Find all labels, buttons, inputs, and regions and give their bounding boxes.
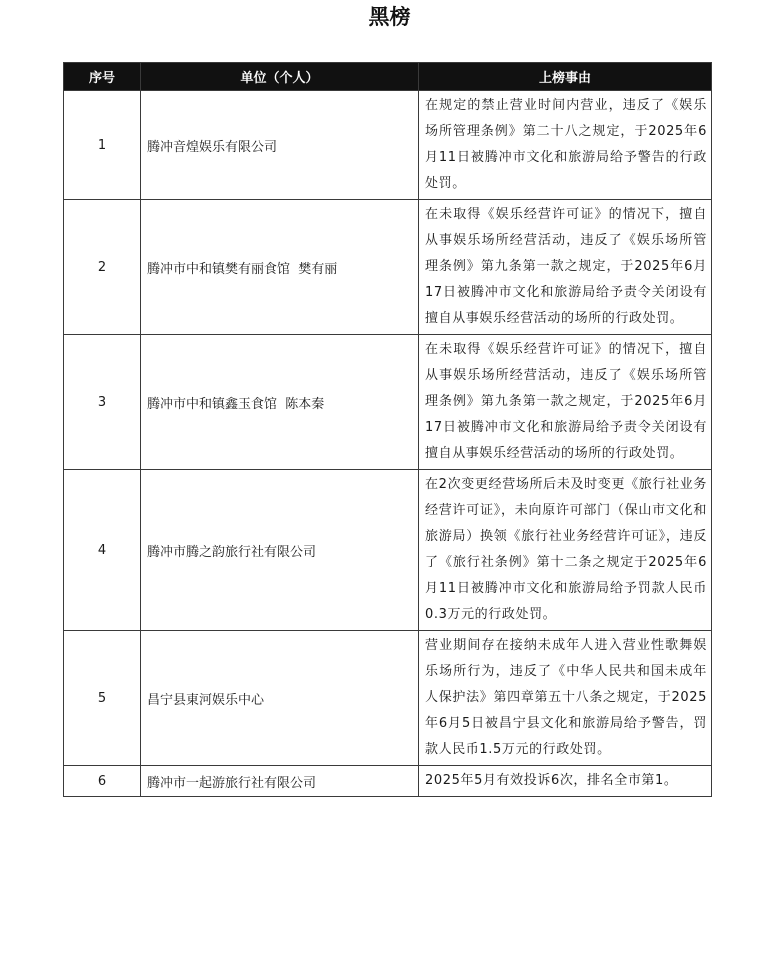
table-row (64, 470, 712, 631)
table-row (64, 335, 712, 470)
row-no: 4 (64, 470, 141, 631)
row-event: 在未取得《娱乐经营许可证》的情况下，擅自从事娱乐场所经营活动，违反了《娱乐场所管理条例》第九条第一款之规定，于2025年6月17日被腾冲市文化和旅游局给予责令关闭设有擅自从事娱乐经营活动的场所的行政处罚。 (419, 335, 712, 470)
row-unit: 腾冲市腾之韵旅行社有限公司 (141, 470, 419, 631)
table-row (64, 631, 712, 766)
row-unit: 腾冲市一起游旅行社有限公司 (141, 766, 419, 797)
table-row (64, 766, 712, 797)
row-unit: 腾冲音煌娱乐有限公司 (141, 91, 419, 200)
row-no: 6 (64, 766, 141, 797)
row-no: 1 (64, 91, 141, 200)
row-event: 在规定的禁止营业时间内营业，违反了《娱乐场所管理条例》第二十八之规定，于2025年6月11日被腾冲市文化和旅游局给予警告的行政处罚。 (419, 91, 712, 200)
header-unit: 单位（个人） (141, 63, 419, 91)
row-no: 3 (64, 335, 141, 470)
row-event: 营业期间存在接纳未成年人进入营业性歌舞娱乐场所行为，违反了《中华人民共和国未成年人保护法》第四章第五十八条之规定，于2025年6月5日被昌宁县文化和旅游局给予警告，罚款人民币1.5万元的行政处罚。 (419, 631, 712, 766)
row-unit: 腾冲市中和镇鑫玉食馆 陈本秦 (141, 335, 419, 470)
table-header-row (64, 63, 712, 91)
row-no: 5 (64, 631, 141, 766)
blacklist-table (63, 62, 712, 797)
header-event: 上榜事由 (419, 63, 712, 91)
row-unit: 昌宁县東河娱乐中心 (141, 631, 419, 766)
row-event: 在2次变更经营场所后未及时变更《旅行社业务经营许可证》，未向原许可部门（保山市文化和旅游局）换领《旅行社业务经营许可证》，违反了《旅行社条例》第十二条之规定于2025年6月11日被腾冲市文化和旅游局给予罚款人民币0.3万元的行政处罚。 (419, 470, 712, 631)
row-event: 在未取得《娱乐经营许可证》的情况下，擅自从事娱乐场所经营活动，违反了《娱乐场所管理条例》第九条第一款之规定，于2025年6月17日被腾冲市文化和旅游局给予责令关闭设有擅自从事娱乐经营活动的场所的行政处罚。 (419, 200, 712, 335)
page-title: 黑榜 (368, 5, 411, 29)
row-no: 2 (64, 200, 141, 335)
header-no: 序号 (64, 63, 141, 91)
row-event: 2025年5月有效投诉6次，排名全市第1。 (419, 766, 712, 797)
row-unit: 腾冲市中和镇樊有丽食馆 樊有丽 (141, 200, 419, 335)
table-row (64, 91, 712, 200)
table-row (64, 200, 712, 335)
